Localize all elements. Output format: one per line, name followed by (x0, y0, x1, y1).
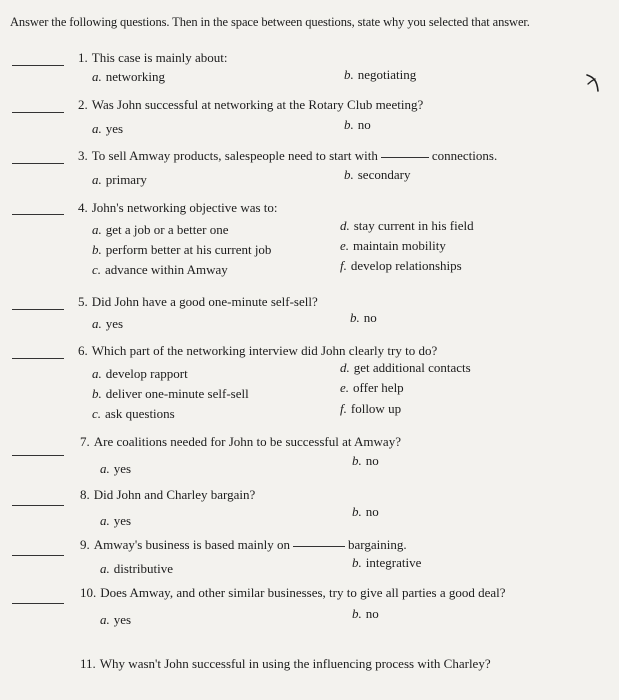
option-3a: a. primary (92, 172, 147, 187)
question-5: 5. Did John have a good one-minute self-sell? (78, 294, 318, 309)
answer-blank-2[interactable] (12, 112, 64, 113)
question-4: 4. John's networking objective was to: (78, 200, 278, 215)
question-7: 7. Are coalitions needed for John to be successful at Amway? (80, 434, 401, 449)
option-6a: a. develop rapport (92, 366, 188, 381)
option-8b: b. no (352, 504, 379, 519)
question-11: 11. Why wasn't John successful in using the influencing process with Charley? (80, 656, 491, 671)
inline-blank-3[interactable] (381, 157, 429, 158)
option-6e: e. offer help (340, 380, 404, 395)
option-6f: f. follow up (340, 401, 402, 416)
answer-blank-1[interactable] (12, 65, 64, 66)
option-4b: b. perform better at his current job (92, 242, 272, 257)
answer-blank-5[interactable] (12, 309, 64, 310)
option-9b: b. integrative (352, 555, 422, 570)
option-7b: b. no (352, 453, 379, 468)
option-9a: a. distributive (100, 561, 173, 576)
question-6: 6. Which part of the networking interview did John clearly try to do? (78, 343, 438, 358)
instructions: Answer the following questions. Then in the space between questions, state why you selected that answer. (10, 15, 530, 29)
option-5a: a. yes (92, 316, 124, 331)
option-1a: a. networking (92, 69, 165, 84)
answer-blank-4[interactable] (12, 214, 64, 215)
question-3: 3. To sell Amway products, salespeople need to start with connections. (78, 148, 498, 163)
option-1b: b. negotiating (344, 67, 417, 82)
option-6c: c. ask questions (92, 406, 175, 421)
option-7a: a. yes (100, 461, 132, 476)
option-3b: b. secondary (344, 167, 411, 182)
inline-blank-9[interactable] (293, 546, 345, 547)
pen-mark-icon (585, 72, 603, 94)
option-10a: a. yes (100, 612, 132, 627)
option-6d: d. get additional contacts (340, 360, 471, 375)
option-4c: c. advance within Amway (92, 262, 228, 277)
answer-blank-10[interactable] (12, 603, 64, 604)
question-8: 8. Did John and Charley bargain? (80, 487, 256, 502)
question-2: 2. Was John successful at networking at the Rotary Club meeting? (78, 97, 424, 112)
option-10b: b. no (352, 606, 379, 621)
option-4f: f. develop relationships (340, 258, 462, 273)
answer-blank-8[interactable] (12, 505, 64, 506)
answer-blank-3[interactable] (12, 163, 64, 164)
question-10: 10. Does Amway, and other similar businesses, try to give all parties a good deal? (80, 585, 506, 600)
answer-blank-7[interactable] (12, 455, 64, 456)
option-6b: b. deliver one-minute self-sell (92, 386, 249, 401)
option-4e: e. maintain mobility (340, 238, 446, 253)
option-4d: d. stay current in his field (340, 218, 474, 233)
answer-blank-9[interactable] (12, 555, 64, 556)
option-5b: b. no (350, 310, 377, 325)
question-9: 9. Amway's business is based mainly on bargaining. (80, 537, 407, 552)
answer-blank-6[interactable] (12, 358, 64, 359)
option-2b: b. no (344, 117, 371, 132)
option-4a: a. get a job or a better one (92, 222, 229, 237)
option-8a: a. yes (100, 513, 132, 528)
option-2a: a. yes (92, 121, 124, 136)
question-1: 1. This case is mainly about: (78, 50, 228, 65)
